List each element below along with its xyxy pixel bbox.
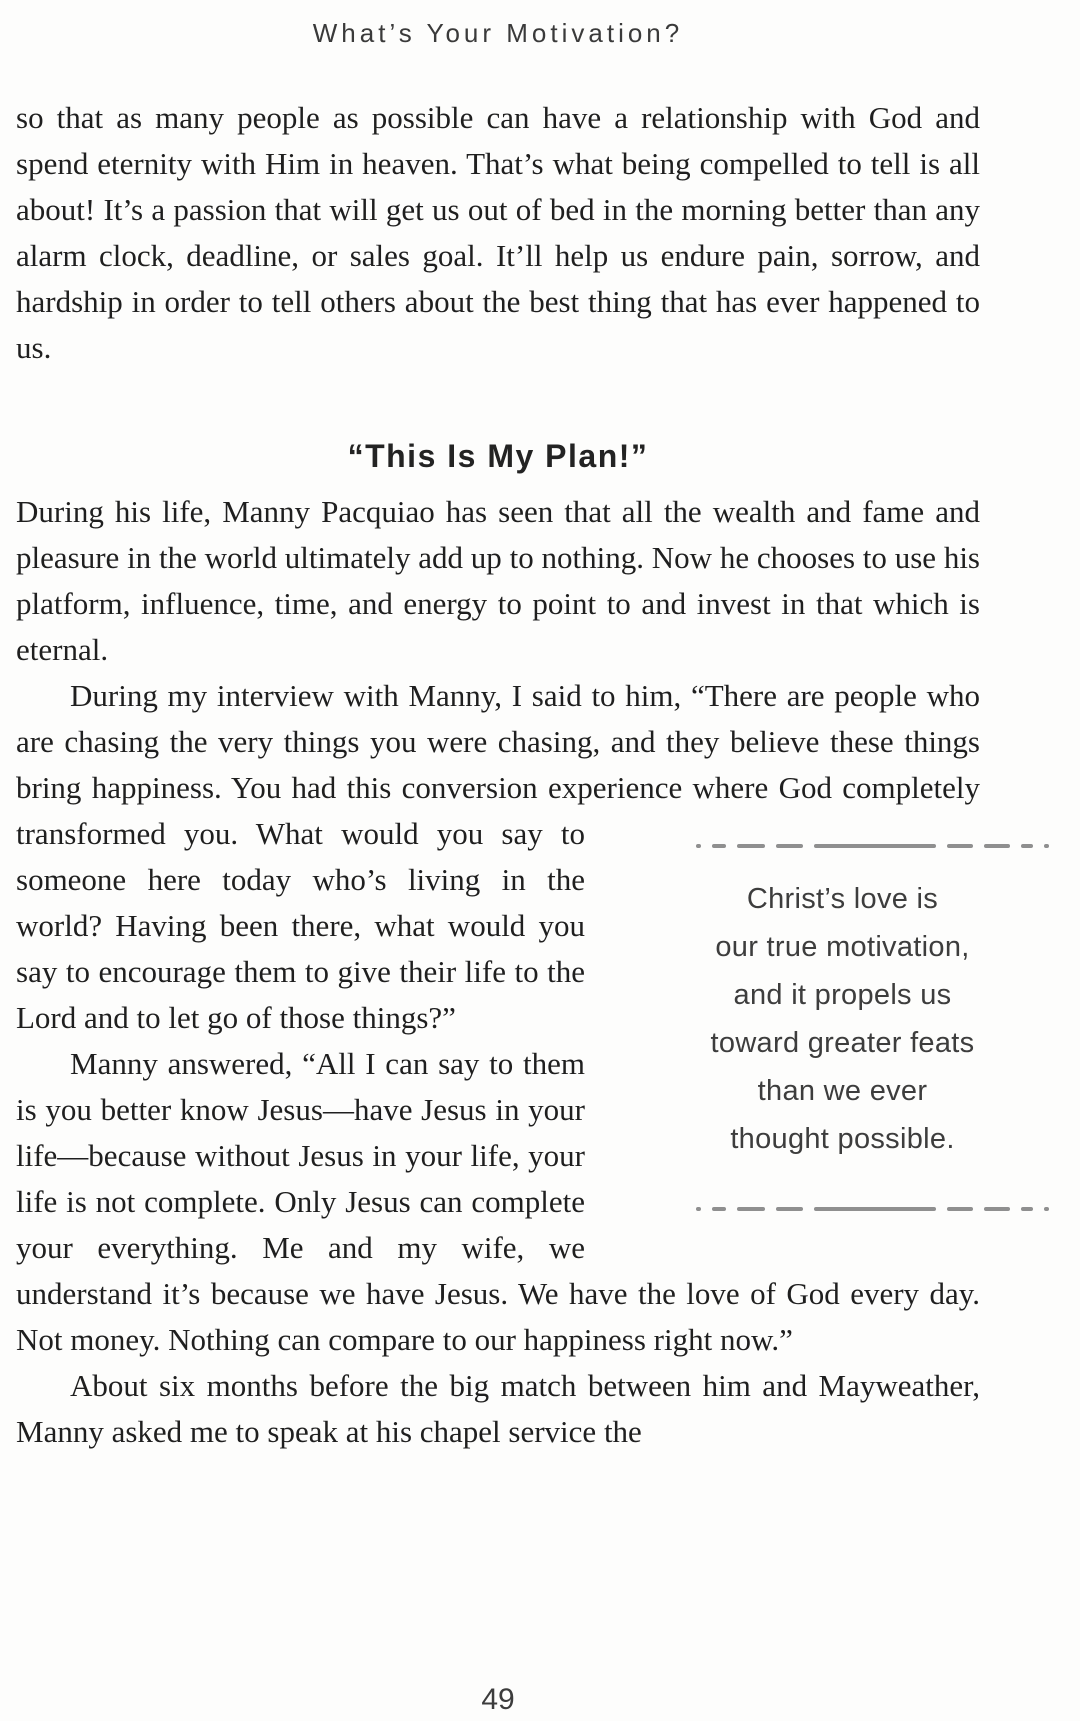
dash-segment [737,844,765,848]
dash-segment [712,844,726,848]
dash-segment [814,1207,936,1211]
pull-quote [630,811,1055,1251]
dash-segment [984,844,1010,848]
dash-segment [984,1207,1010,1211]
dash-segment [947,844,973,848]
running-header: What’s Your Motivation? [312,18,684,48]
dash-segment [1044,1207,1049,1211]
pull-quote-line: our true motivation, [715,931,970,963]
dash-segment [737,1207,765,1211]
dash-segment [776,844,803,848]
pull-quote-line: than we ever [757,1075,928,1107]
dashed-rule-top-icon [696,844,1055,848]
paragraph-continued: so that as many people as possible can have a relationship with God and spend eternity with Him in heaven. That’s what being compelled to tell is all about! It’s a passion that will get us out of bed in the morning better than any alarm clock, deadline, or sales goal. It’ll help us endure pain, sorrow, and hardship in order to tell others about the best thing that has ever happened to us. [16,100,980,365]
text-block [16,95,980,1455]
pull-quote-line: thought possible. [730,1123,955,1155]
dash-segment [1021,1207,1033,1211]
pull-quote-line: toward greater feats [710,1027,975,1059]
paragraph-3-text-after-quote: say to someone here today who’s living in the world? Having been there, what would you say to encourage them to give their life to the Lord and to let go of those things?” [16,816,586,1035]
dashed-rule-bottom-icon [696,1207,1055,1211]
dash-segment [696,1207,701,1211]
pull-quote-text [630,875,1055,1163]
dash-segment [1021,844,1033,848]
pull-quote-line: Christ’s love is [746,883,939,915]
page-number: 49 [481,1683,515,1716]
paragraph-2: During his life, Manny Pacquiao has seen that all the wealth and fame and pleasure in the world ultimately add up to nothing. Now he chooses to use his platform, influence, time, and energy to point to and invest in that which is eternal. [16,494,980,667]
dash-segment [696,844,701,848]
pull-quote-line: and it propels us [733,979,952,1011]
paragraph-3-text-before-quote: During my interview with Manny, I said to him, “There are people who are chasing the very things you were chasing, and they believe these things bring happiness. You had this conversion experience where God completely transformed you. What would you [16,678,980,851]
dash-segment [814,844,936,848]
paragraph-5: About six months before the big match between him and Mayweather, Manny asked me to speak at his chapel service the [16,1368,980,1449]
paragraph-3 [16,673,980,1155]
section-heading: “This Is My Plan!” [347,438,649,474]
dash-segment [1044,844,1049,848]
dash-segment [776,1207,803,1211]
paragraph-4: Manny answered, “All I can say to them is you better know Jesus—have Jesus in your life—because without Jesus in your life, your life is not complete. Only Jesus can complete your everything. Me and my wife, we understand it’s because we have Jesus. We have the love of God every day. Not money. Nothing can compare to our happiness right now.” [16,1046,980,1357]
dash-segment [712,1207,726,1211]
dash-segment [947,1207,973,1211]
